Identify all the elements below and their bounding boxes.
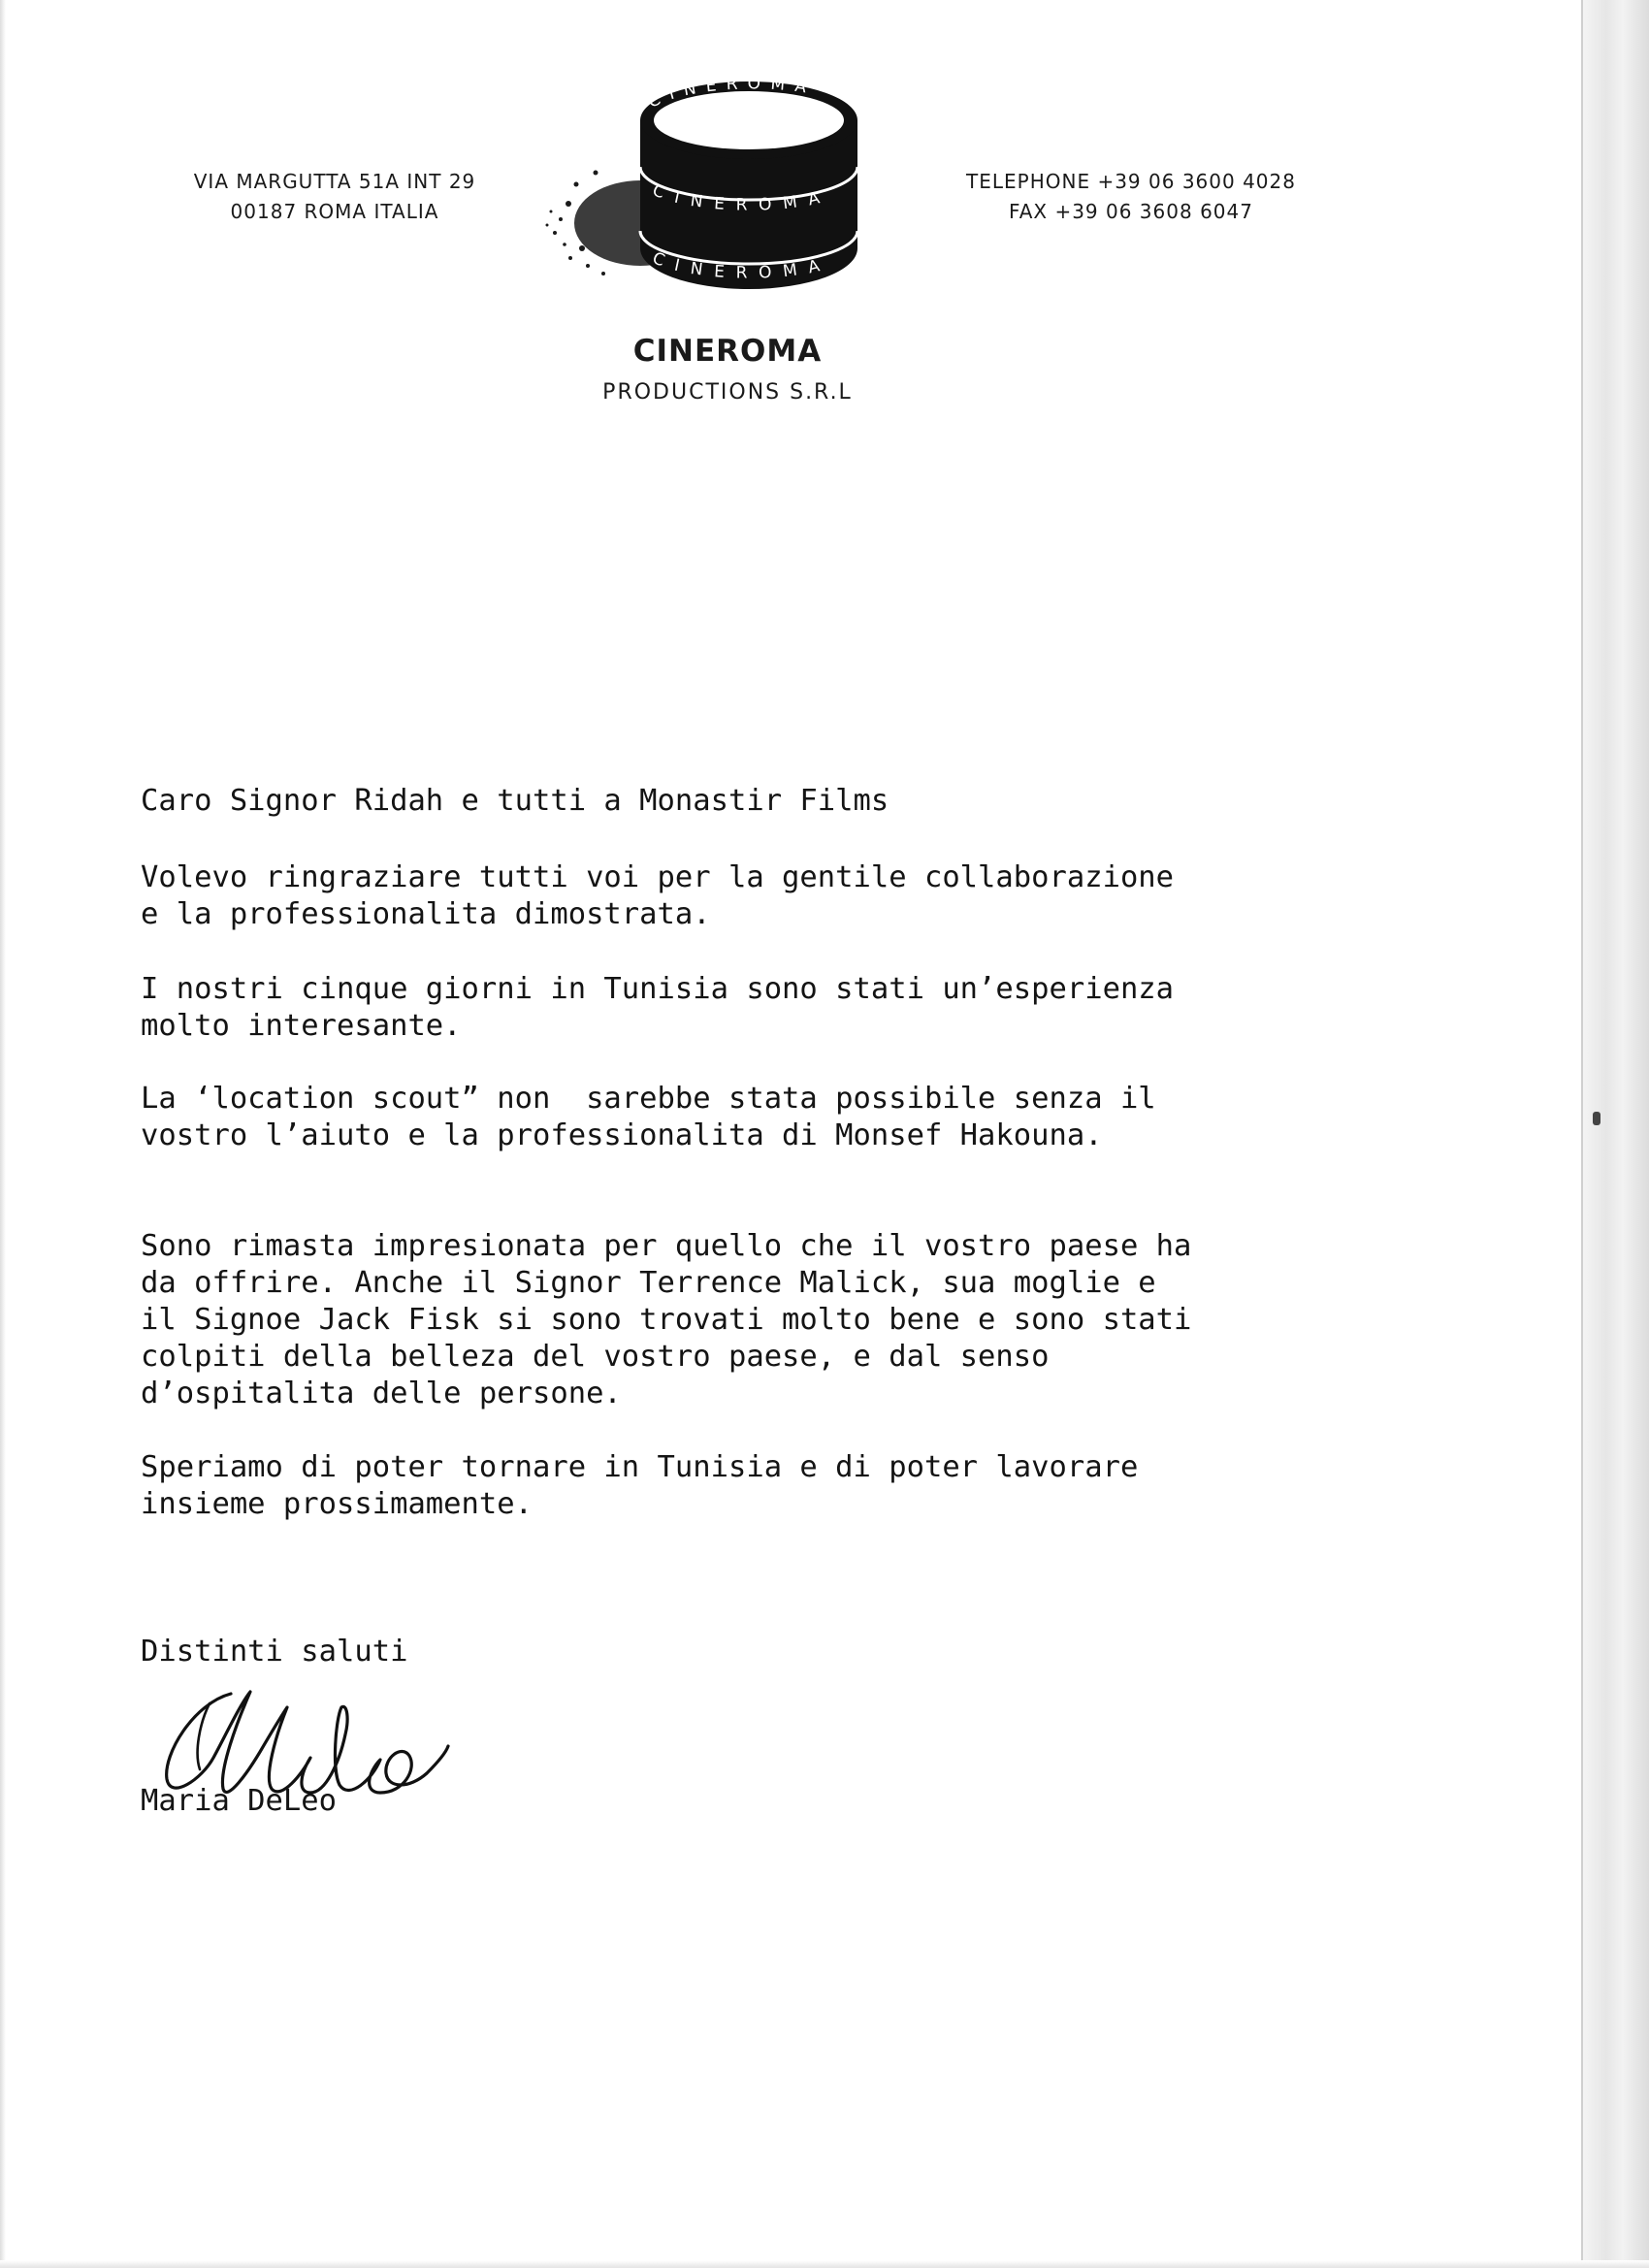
letter-paragraph-5: Speriamo di poter tornare in Tunisia e di poter lavorare insieme prossimamente. bbox=[141, 1450, 1139, 1521]
handwritten-signature bbox=[155, 1665, 485, 1810]
letter-paragraph-1: Volevo ringraziare tutti voi per la gentile collaborazione e la professionalita dimostrata. bbox=[141, 860, 1175, 931]
company-subtitle: PRODUCTIONS S.R.L bbox=[602, 380, 853, 405]
address-line-1: VIA MARGUTTA 51A INT 29 bbox=[193, 170, 476, 193]
scan-edge-right bbox=[1581, 0, 1649, 2268]
fax-line: FAX +39 06 3608 6047 bbox=[1009, 200, 1253, 223]
letterhead-address bbox=[165, 167, 504, 227]
letter-paragraph-2: I nostri cinque giorni in Tunisia sono stati un’esperienza molto interesante. bbox=[141, 972, 1175, 1043]
telephone-line: TELEPHONE +39 06 3600 4028 bbox=[966, 170, 1296, 193]
scan-edge-bottom bbox=[0, 2260, 1649, 2268]
letter-paragraph-3: La ‘location scout” non sarebbe stata possibile senza il vostro l’aiuto e la professionalita di Monsef Hakouna. bbox=[141, 1082, 1156, 1152]
logo-ring-text-top: CINEROMA bbox=[644, 74, 818, 113]
company-name: CINEROMA bbox=[632, 334, 823, 369]
address-line-2: 00187 ROMA ITALIA bbox=[230, 200, 439, 223]
letter-closing: Distinti saluti bbox=[141, 1635, 408, 1669]
letter-paragraph-4: Sono rimasta impresionata per quello che il vostro paese ha da offrire. Anche il Signor Terrence Malick, sua moglie e il Signoe Jack Fisk si sono trovati molto bene e sono stati colpiti della belleza del vostro paese, e dal senso d’ospitalita delle persone. bbox=[141, 1229, 1192, 1410]
letter-salutation: Caro Signor Ridah e tutti a Monastir Films bbox=[141, 784, 889, 818]
logo-ring-text-middle: CINEROMA bbox=[650, 180, 833, 215]
letterhead-contact bbox=[937, 167, 1325, 227]
logo-ring-text-bottom: CINEROMA bbox=[650, 248, 833, 283]
signer-name: Maria DeLeo bbox=[141, 1784, 337, 1818]
film-reel-logo bbox=[532, 58, 861, 301]
binder-mark bbox=[1593, 1112, 1600, 1125]
